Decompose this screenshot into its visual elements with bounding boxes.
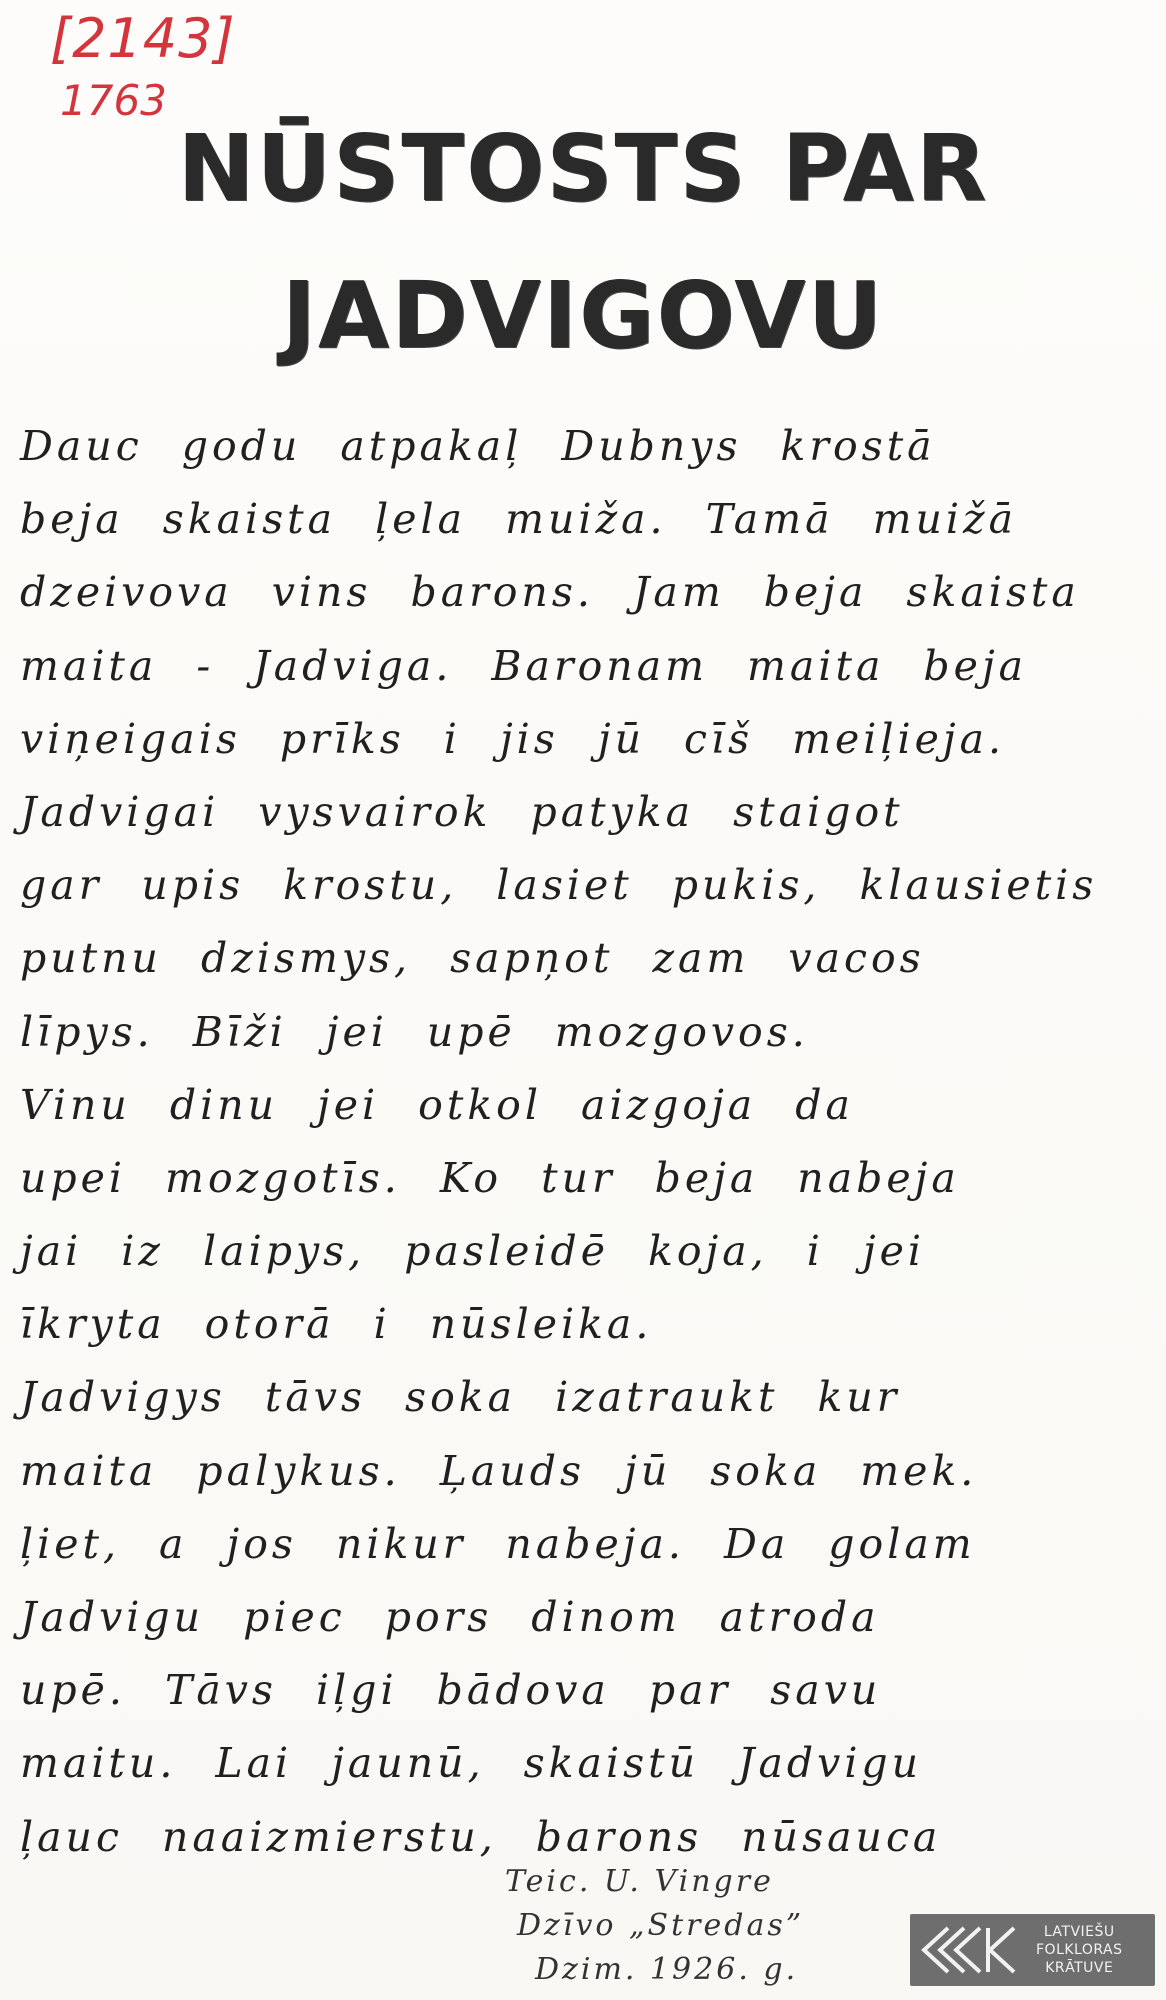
text-line: maita palykus. Ļauds jū soka mek.: [20, 1446, 978, 1495]
text-line: Vinu dinu jei otkol aizgoja da: [20, 1080, 854, 1129]
text-line: Dauc godu atpakaļ Dubnys krostā: [20, 422, 936, 470]
text-line: līpys. Bīži jei upē mozgovos.: [20, 1007, 809, 1056]
attribution-teller: Teic. U. Vingre: [505, 1864, 774, 1899]
title-line-2: JADVIGOVU: [281, 262, 885, 369]
text-line: beja skaista ļela muiža. Tamā muižā: [20, 495, 1018, 544]
text-line: Jadvigu piec pors dinom atroda: [20, 1593, 880, 1641]
text-line: Jadvigai vysvairok patyka staigot: [20, 787, 904, 836]
text-line: Jadvigys tāvs soka izatraukt kur: [20, 1373, 901, 1422]
attribution-residence: Dzīvo „Stredas”: [517, 1908, 805, 1943]
logo-text: [1036, 1923, 1123, 1977]
text-line: jai iz laipys, pasleidē koja, i jei: [20, 1227, 925, 1276]
text-line: gar upis krostu, lasiet pukis, klausietis: [20, 861, 1098, 910]
handwritten-text: [20, 410, 1140, 1874]
archive-logo: [910, 1914, 1155, 1986]
text-line: ļauc naaizmierstu, barons nūsauca: [20, 1812, 942, 1861]
text-line: viņeigais prīks i jis jū cīš meiļieja.: [20, 714, 1006, 763]
lfk-logo-icon: [918, 1922, 1028, 1978]
text-line: maita - Jadviga. Baronam maita beja: [20, 641, 1028, 690]
text-line: īkryta otorā i nūsleika.: [20, 1300, 653, 1349]
text-line: dzeivova vins barons. Jam beja skaista: [20, 568, 1080, 617]
archive-number: 1763: [60, 76, 167, 125]
text-line: upē. Tāvs iļgi bādova par savu: [20, 1666, 882, 1715]
logo-line-2: FOLKLORAS: [1036, 1942, 1123, 1958]
title-line-1: NŪSTOSTS PAR: [177, 115, 989, 222]
logo-line-3: KRĀTUVE: [1045, 1960, 1114, 1976]
text-line: upei mozgotīs. Ko tur beja nabeja: [20, 1153, 960, 1202]
attribution: [505, 1860, 804, 1992]
archive-id: [2143]: [50, 7, 236, 70]
text-line: maitu. Lai jaunū, skaistū Jadvigu: [20, 1739, 923, 1788]
logo-line-1: LATVIEŠU: [1043, 1924, 1115, 1940]
attribution-birth: Dzim. 1926. g.: [535, 1952, 799, 1987]
text-line: ļiet, a jos nikur nabeja. Da golam: [20, 1519, 976, 1568]
text-line: putnu dzismys, sapņot zam vacos: [20, 934, 925, 983]
